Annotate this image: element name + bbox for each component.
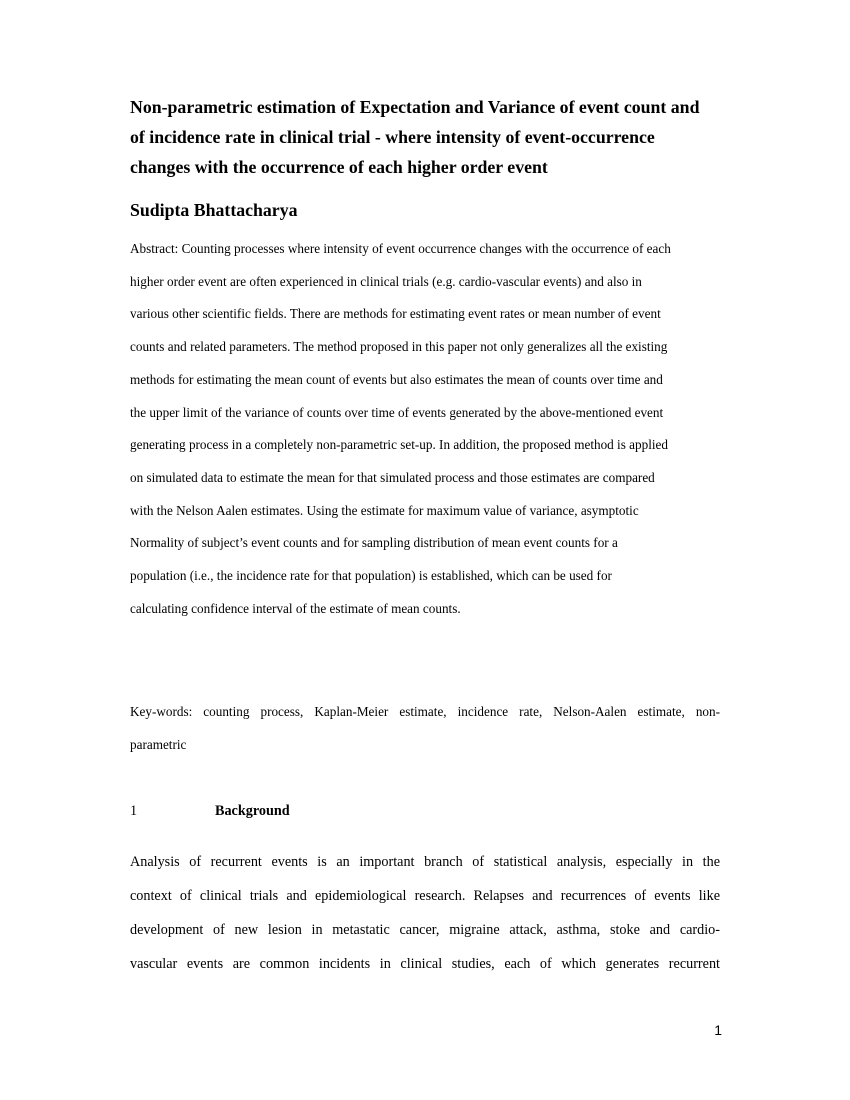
abstract-line: population (i.e., the incidence rate for that population) is established, which can be used for xyxy=(130,568,612,584)
body-line: development of new lesion in metastatic cancer, migraine attack, asthma, stoke and cardio- xyxy=(130,922,720,938)
abstract-line: on simulated data to estimate the mean for that simulated process and those estimates are compared xyxy=(130,469,655,485)
section-heading xyxy=(130,798,290,824)
keywords-line: Key-words: counting process, Kaplan-Meier estimate, incidence rate, Nelson-Aalen estimate, non- xyxy=(130,704,720,719)
title-line: changes with the occurrence of each higher order event xyxy=(130,157,548,177)
abstract-line: higher order event are often experienced in clinical trials (e.g. cardio-vascular events) and also in xyxy=(130,273,642,289)
abstract-line: the upper limit of the variance of counts over time of events generated by the above-mentioned event xyxy=(130,404,664,420)
body-line: Analysis of recurrent events is an important branch of statistical analysis, especially in the xyxy=(130,854,720,870)
paper-title xyxy=(130,92,730,182)
abstract xyxy=(130,233,730,625)
page-number: 1 xyxy=(714,1022,722,1038)
section-title: Background xyxy=(215,803,290,819)
abstract-line: counts and related parameters. The method proposed in this paper not only generalizes all the existing xyxy=(130,339,668,355)
abstract-line: calculating confidence interval of the estimate of mean counts. xyxy=(130,600,461,616)
abstract-line: Normality of subject’s event counts and for sampling distribution of mean event counts for a xyxy=(130,535,618,551)
abstract-line: generating process in a completely non-parametric set-up. In addition, the proposed method is applied xyxy=(130,437,668,453)
title-line: Non-parametric estimation of Expectation and Variance of event count and xyxy=(130,97,700,117)
body-line: context of clinical trials and epidemiological research. Relapses and recurrences of events like xyxy=(130,888,720,904)
abstract-line: various other scientific fields. There are methods for estimating event rates or mean number of event xyxy=(130,306,661,322)
body-line: vascular events are common incidents in clinical studies, each of which generates recurrent xyxy=(130,956,720,972)
abstract-line: methods for estimating the mean count of events but also estimates the mean of counts over time and xyxy=(130,371,663,387)
title-line: of incidence rate in clinical trial - where intensity of event-occurrence xyxy=(130,127,655,147)
abstract-line: Abstract: Counting processes where intensity of event occurrence changes with the occurrence of each xyxy=(130,241,671,256)
keywords xyxy=(130,696,720,761)
author-name: Sudipta Bhattacharya xyxy=(130,200,298,220)
abstract-line: with the Nelson Aalen estimates. Using the estimate for maximum value of variance, asymptotic xyxy=(130,502,639,518)
keywords-line: parametric xyxy=(130,736,187,752)
section-number: 1 xyxy=(130,803,138,819)
body-paragraph xyxy=(130,845,720,981)
